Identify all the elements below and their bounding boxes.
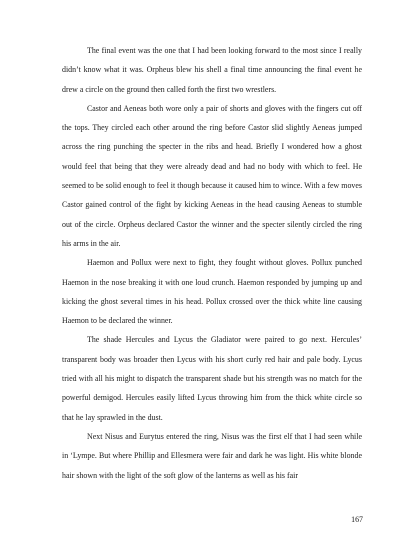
paragraph-final-event: The final event was the one that I had been looking forward to the most since I really didn’t know what it was. Orpheus blew his shell a final time announcing the final event he drew a circle on the ground then called forth the first two wrestlers.: [62, 46, 362, 94]
paragraph-hercules-lycus: The shade Hercules and Lycus the Gladiator were paired to go next. Hercules’ transparent body was broader then Lycus with his short curly red hair and pale body. Lycus tried with all his might to dispatch the transparent shade but his strength was no match for the powerful demigod. Hercules easily lifted Lycus throwing him from the thick white circle so that he lay sprawled in the dust.: [62, 335, 362, 422]
paragraph-nisus-eurytus: Next Nisus and Eurytus entered the ring, Nisus was the first elf that I had seen while in ‘Lympe. But where Phillip and Ellesmera were fair and dark he was light. His white blonde hair shown with the light of the soft glow of the lanterns as well as his fair: [62, 431, 362, 480]
paragraph-haemon-pollux: Haemon and Pollux were next to fight, they fought without gloves. Pollux punched Haemon in the nose breaking it with one loud crunch. Haemon responded by jumping up and kicking the ghost several times in his head. Pollux crossed over the thick white line causing Haemon to be declared the winner.: [62, 258, 362, 326]
body-text: [62, 41, 362, 485]
paragraph-castor-aeneas: Castor and Aeneas both wore only a pair of shorts and gloves with the fingers cut off the tops. They circled each other around the ring before Castor slid slightly Aeneas jumped across the ring punching the specter in the ribs and head. Briefly I wondered how a ghost would feel that being that they were already dead and had no body with which to feel. He seemed to be solid enough to feel it though because it caused him to wince. With a few moves Castor gained control of the fight by kicking Aeneas in the head causing Aeneas to stumble out of the circle. Orpheus declared Castor the winner and the specter silently circled the ring his arms in the air.: [62, 103, 362, 248]
page-number: 167: [351, 515, 363, 524]
